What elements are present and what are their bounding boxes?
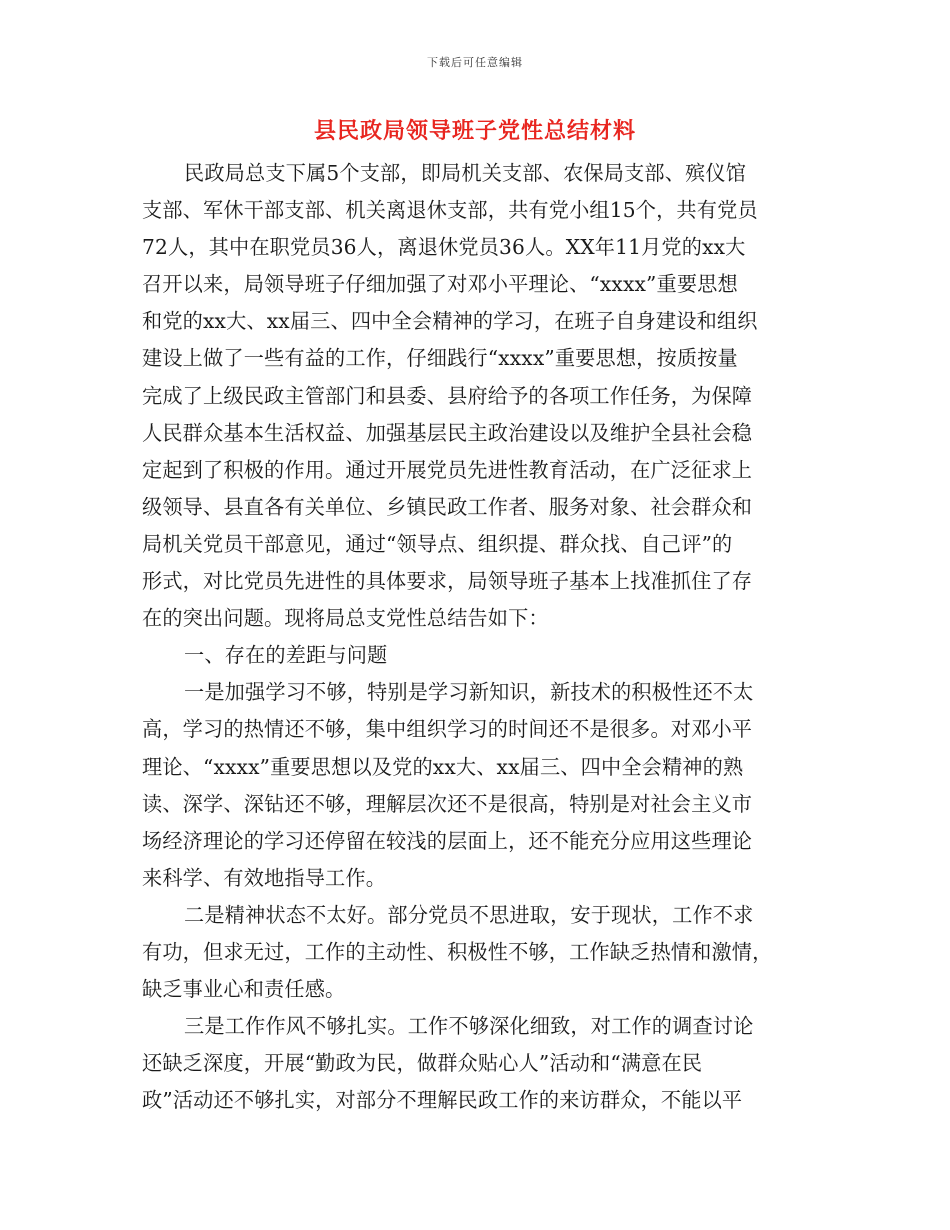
text-line: 建设上做了一些有益的工作，仔细践行“xxxx”重要思想，按质按量: [142, 346, 738, 371]
text-line: 形式，对比党员先进性的具体要求，局领导班子基本上找准抓住了存: [142, 569, 753, 594]
text-line: 72人，其中在职党员36人，离退休党员36人。XX年11月党的xx大: [142, 235, 746, 260]
text-line: 政”活动还不够扎实，对部分不理解民政工作的来访群众，不能以平: [142, 1088, 743, 1113]
text-line: 和党的xx大、xx届三、四中全会精神的学习，在班子自身建设和组织: [142, 309, 758, 334]
text-line: 一是加强学习不够，特别是学习新知识，新技术的积极性还不太: [184, 680, 754, 705]
text-line: 一、存在的差距与问题: [184, 643, 388, 668]
text-line: 召开以来，局领导班子仔细加强了对邓小平理论、“xxxx”重要思想: [142, 272, 738, 297]
document-title: 县民政局领导班子党性总结材料: [313, 119, 636, 144]
text-line: 局机关党员干部意见，通过“领导点、组织提、群众找、自己评”的: [142, 531, 733, 556]
text-line: 缺乏事业心和责任感。: [142, 977, 346, 1002]
document-body: [142, 155, 808, 1119]
text-line: 支部、军休干部支部、机关离退休支部，共有党小组15个，共有党员: [142, 198, 758, 223]
text-line: 场经济理论的学习还停留在较浅的层面上，还不能充分应用这些理论: [142, 828, 753, 853]
header-note: 下载后可任意编辑: [427, 56, 523, 69]
text-line: 有功，但求无过，工作的主动性、积极性不够，工作缺乏热情和激情，: [142, 939, 773, 964]
text-line: 二是精神状态不太好。部分党员不思进取，安于现状，工作不求: [184, 902, 754, 927]
text-line: 读、深学、深钻还不够，理解层次还不是很高，特别是对社会主义市: [142, 791, 753, 816]
text-line: 还缺乏深度，开展“勤政为民，做群众贴心人”活动和“满意在民: [142, 1051, 703, 1076]
text-line: 高，学习的热情还不够，集中组织学习的时间还不是很多。对邓小平: [142, 717, 753, 742]
text-line: 三是工作作风不够扎实。工作不够深化细致，对工作的调查讨论: [184, 1014, 754, 1039]
text-line: 理论、“xxxx”重要思想以及党的xx大、xx届三、四中全会精神的熟: [142, 754, 744, 779]
text-line: 完成了上级民政主管部门和县委、县府给予的各项工作任务，为保障: [142, 383, 753, 408]
text-line: 民政局总支下属5个支部，即局机关支部、农保局支部、殡仪馆: [184, 161, 747, 185]
text-line: 级领导、县直各有关单位、乡镇民政工作者、服务对象、社会群众和: [142, 494, 753, 519]
text-line: 人民群众基本生活权益、加强基层民主政治建设以及维护全县社会稳: [142, 420, 753, 445]
text-line: 定起到了积极的作用。通过开展党员先进性教育活动，在广泛征求上: [142, 457, 753, 482]
text-line: 来科学、有效地指导工作。: [142, 865, 387, 890]
text-line: 在的突出问题。现将局总支党性总结告如下：: [142, 606, 549, 631]
